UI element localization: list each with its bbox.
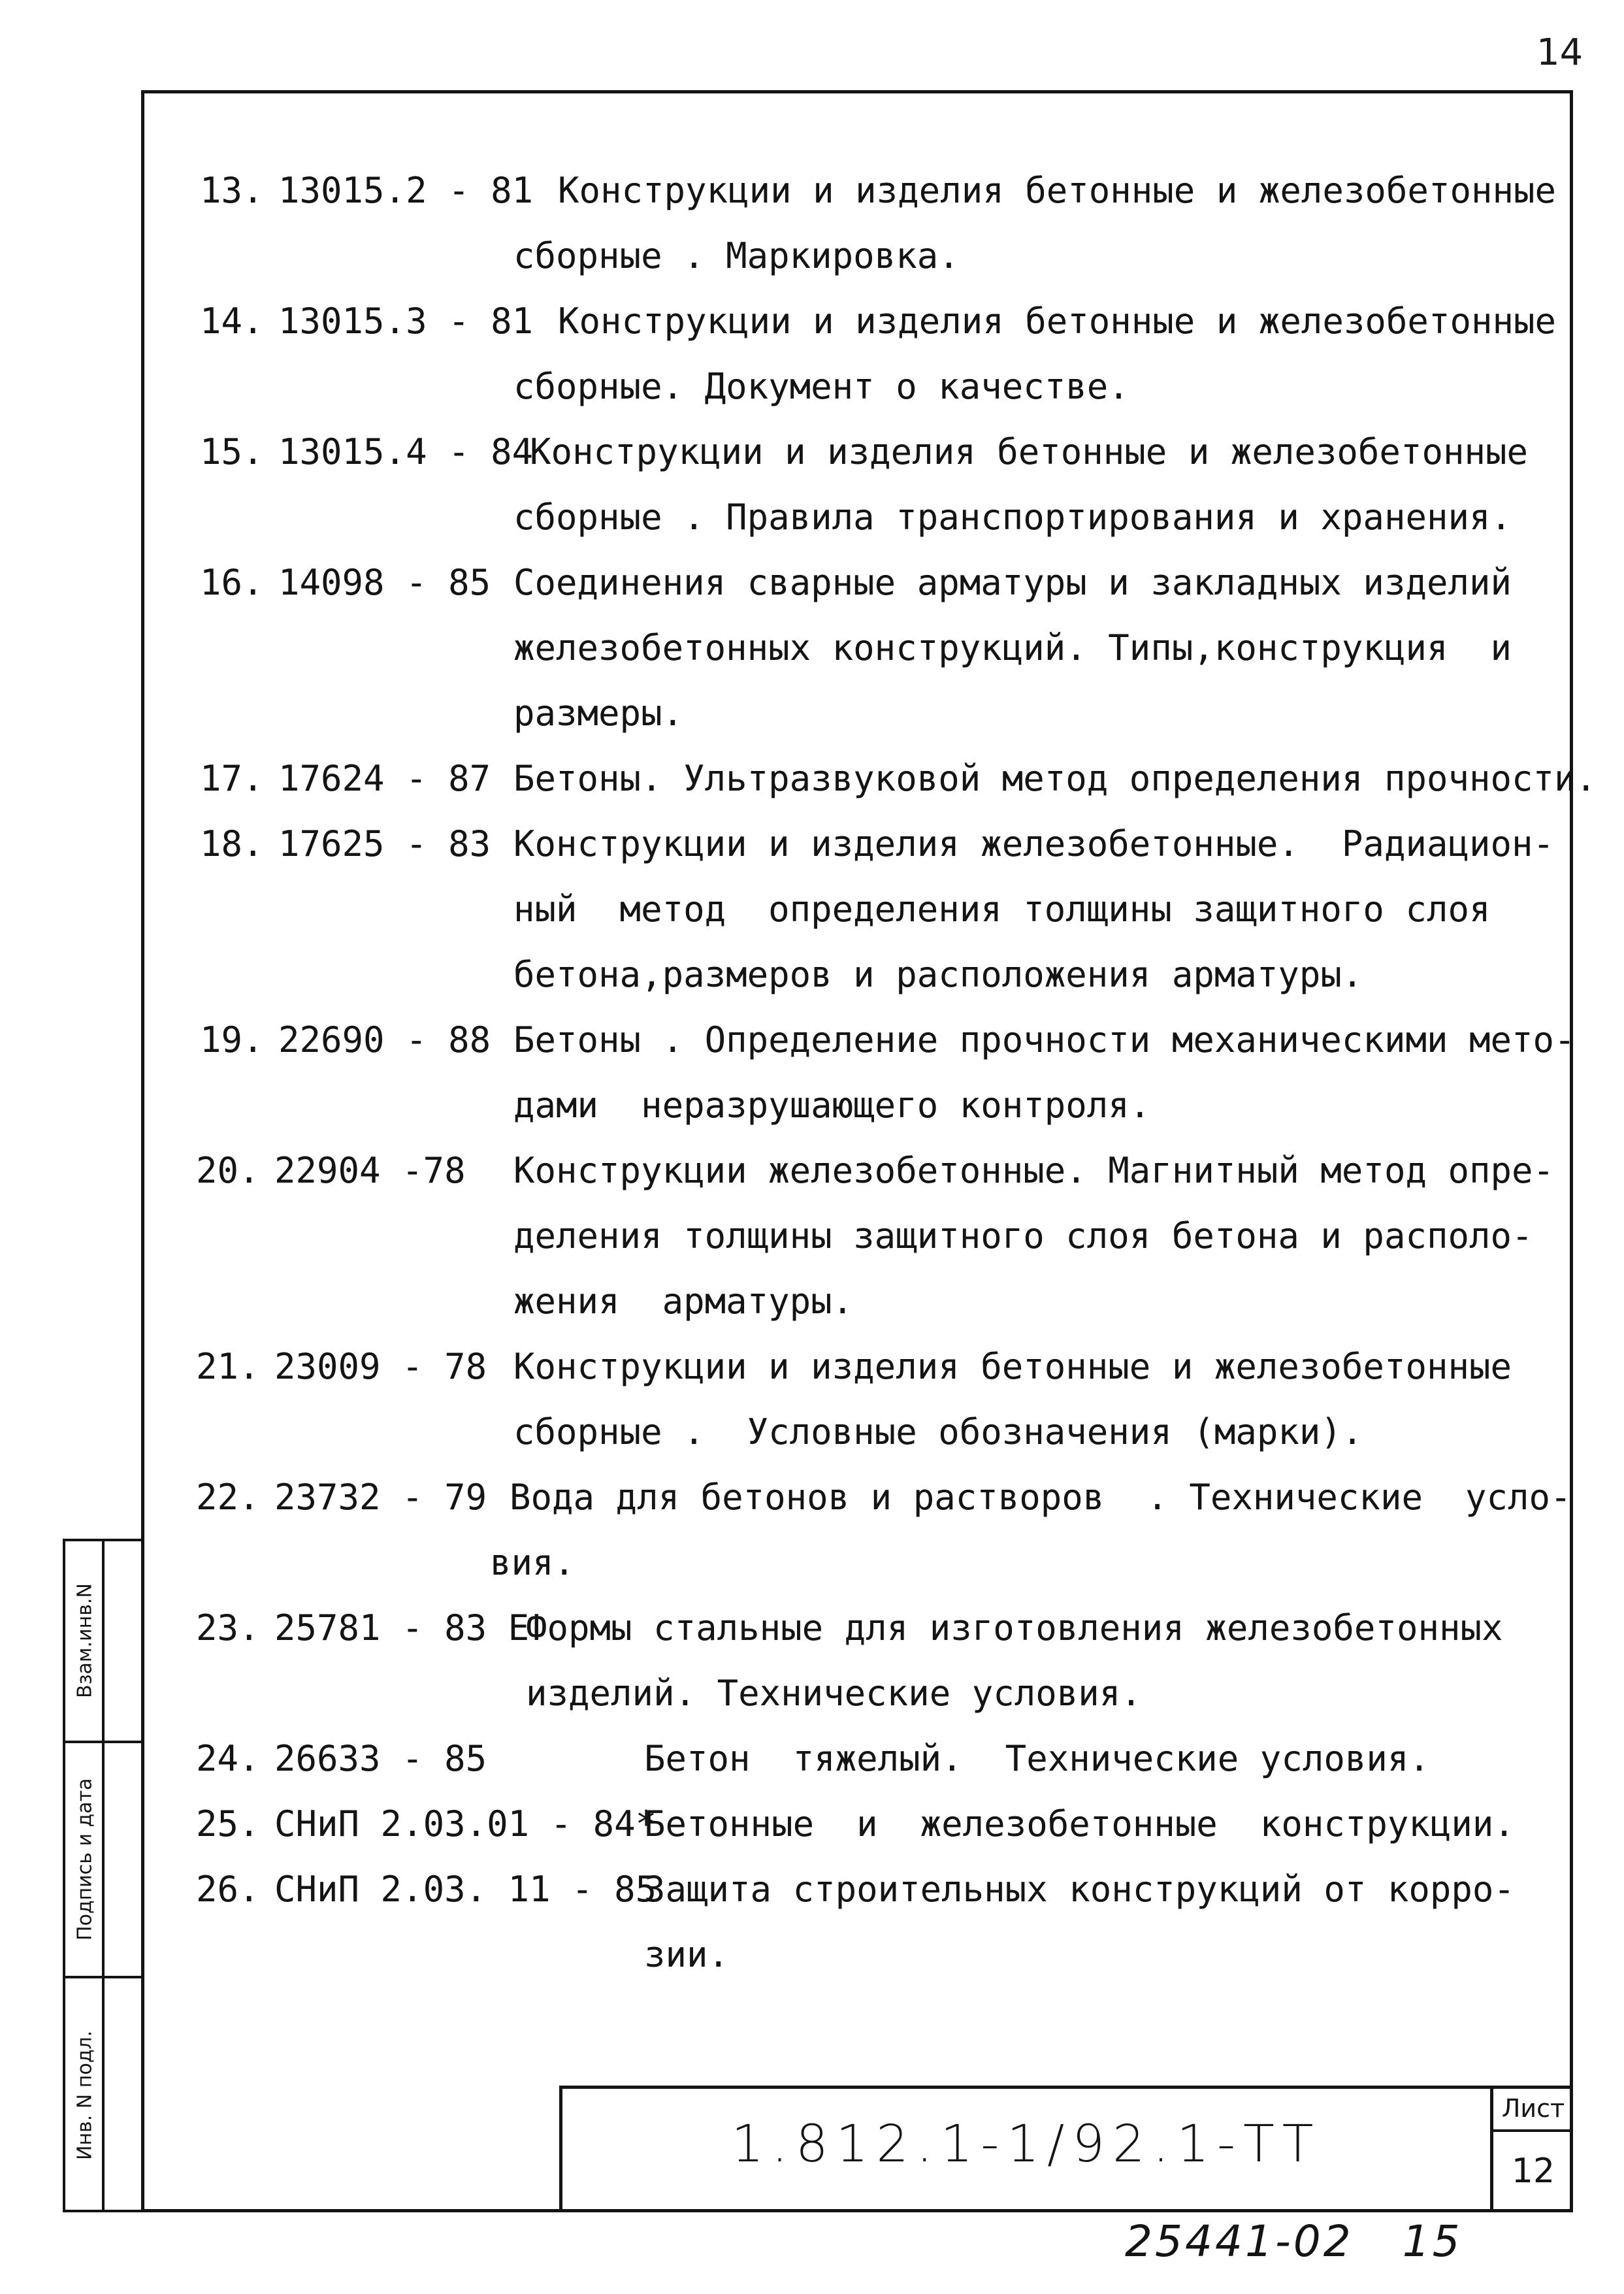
entry-code: 23732 - 79	[274, 1477, 487, 1518]
entry-code: 22904 -78	[274, 1150, 466, 1191]
entry-line: дами неразрушающего контроля.	[513, 1085, 1151, 1126]
entry-code: 22690 - 88	[278, 1019, 491, 1060]
entry-number: 26.	[196, 1869, 260, 1910]
entry-code: 14098 - 85	[278, 562, 491, 603]
entry-line: деления толщины защитного слоя бетона и располо-	[513, 1215, 1533, 1256]
entry-line: Конструкции железобетонные. Магнитный метод опре-	[513, 1150, 1555, 1191]
stamp-label-signature-date: Подпись и дата	[73, 1778, 97, 1941]
sheet-label: Лист	[1493, 2089, 1573, 2132]
entry-line: бетона,размеров и расположения арматуры.	[513, 954, 1363, 995]
entry-line: Конструкции и изделия бетонные и железобетонные	[530, 431, 1529, 472]
entry-line: Вода для бетонов и растворов . Технические усло-	[510, 1477, 1572, 1518]
entry-line: Соединения сварные арматуры и закладных изделий	[513, 562, 1512, 603]
entry-line: сборные. Документ о качестве.	[513, 366, 1129, 407]
entry-line: сборные . Условные обозначения (марки).	[513, 1411, 1363, 1452]
entry-code: 23009 - 78	[274, 1346, 487, 1387]
entry-line: Конструкции и изделия бетонные и железобетонные	[513, 1346, 1512, 1387]
entry-number: 21.	[196, 1346, 260, 1387]
entry-number: 24.	[196, 1738, 260, 1779]
entry-line: Бетон тяжелый. Технические условия.	[644, 1738, 1430, 1779]
entry-code: СНиП 2.03. 11 - 85	[274, 1869, 657, 1910]
entry-number: 20.	[196, 1150, 260, 1191]
entry-number: 23.	[196, 1607, 260, 1648]
entry-code: 17624 - 87	[278, 758, 491, 799]
inventory-note: 25441-02 15	[1125, 2216, 1463, 2267]
entry-line: Формы стальные для изготовления железобетонных	[526, 1607, 1503, 1648]
entry-line: сборные . Маркировка.	[513, 235, 960, 276]
entry-line: Конструкции и изделия бетонные и железобетонные	[558, 170, 1557, 211]
entry-line: Конструкции и изделия бетонные и железобетонные	[558, 301, 1557, 342]
entry-code: 13015.4 - 84	[278, 431, 534, 472]
entry-line: изделий. Технические условия.	[526, 1673, 1142, 1714]
strip-column-line	[102, 1541, 105, 2210]
sheet-cell	[1490, 2089, 1573, 2212]
entry-line: размеры.	[513, 693, 684, 734]
entry-number: 22.	[196, 1477, 260, 1518]
entry-line: вия.	[490, 1542, 576, 1583]
entry-number: 25.	[196, 1803, 260, 1844]
entry-number: 17.	[200, 758, 264, 799]
entry-code: 26633 - 85	[274, 1738, 487, 1779]
side-stamp	[63, 1539, 141, 2212]
entry-number: 16.	[200, 562, 264, 603]
entry-code: 25781 - 83 Е	[274, 1607, 530, 1648]
sheet-number: 12	[1511, 2152, 1555, 2191]
entry-code: 13015.2 - 81	[278, 170, 534, 211]
entry-line: Бетонные и железобетонные конструкции.	[644, 1803, 1515, 1844]
stamp-label-original-inventory: Инв. N подл.	[73, 2030, 97, 2161]
entry-line: Конструкции и изделия железобетонные. Радиацион-	[513, 823, 1555, 864]
stamp-label-replacement-inventory: Взам.инв.N	[73, 1583, 97, 1699]
document-code: 1.812.1-1/92.1-ТТ	[731, 2115, 1322, 2174]
entry-number: 14.	[200, 301, 264, 342]
entry-number: 15.	[200, 431, 264, 472]
entry-line: Защита строительных конструкций от корро-	[644, 1869, 1515, 1910]
entry-line: железобетонных конструкций. Типы,конструкция и	[513, 627, 1512, 668]
title-block	[559, 2086, 1573, 2212]
entry-number: 13.	[200, 170, 264, 211]
entry-line: ный метод определения толщины защитного слоя	[513, 889, 1491, 930]
entry-line: сборные . Правила транспортирования и хранения.	[513, 497, 1512, 538]
entry-line: Бетоны. Ультразвуковой метод определения прочности.	[513, 758, 1597, 799]
page-corner-number: 14	[1536, 31, 1583, 74]
entry-line: Бетоны . Определение прочности механическими мето-	[513, 1019, 1576, 1060]
entry-code: 17625 - 83	[278, 823, 491, 864]
entry-code: СНиП 2.03.01 - 84*	[274, 1803, 657, 1844]
entry-number: 19.	[200, 1019, 264, 1060]
entry-line: жения арматуры.	[513, 1281, 854, 1322]
entry-number: 18.	[200, 823, 264, 864]
entry-code: 13015.3 - 81	[278, 301, 534, 342]
entry-line: зии.	[644, 1934, 730, 1975]
